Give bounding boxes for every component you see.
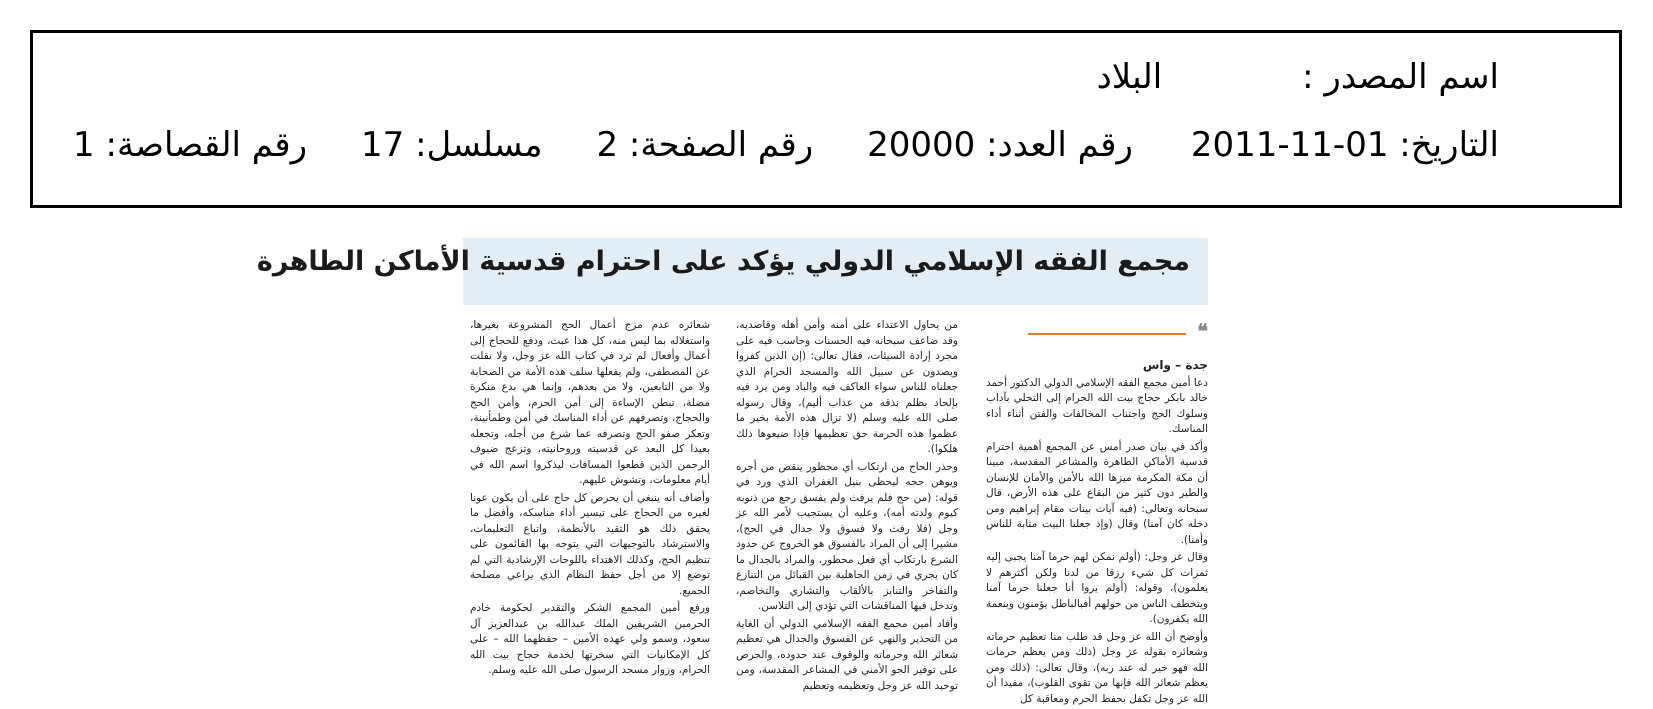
issue-label: رقم العدد:	[986, 125, 1133, 165]
metadata-box	[30, 30, 1622, 208]
source-label: اسم المصدر :	[1302, 57, 1499, 97]
clip-value: 1	[73, 125, 95, 165]
page-label: رقم الصفحة:	[628, 125, 814, 165]
paragraph: وأوضح أن الله عز وجل قد طلب منا تعظيم حرماته وشعائره بقوله عز وجل (ذلك ومن يعظم حرمات الله فهو خير له عند ربه)، وقال تعالى: (ذلك ومن يعظم شعائر الله فإنها من تقوى القلوب)، مفيدا أن الله عز وجل تكفل بحفظ الحرم ومعاقبة كل	[986, 630, 1208, 705]
accent-rule	[1028, 333, 1186, 335]
issue-value: 20000	[867, 125, 976, 165]
article-headline: مجمع الفقه الإسلامي الدولي يؤكد على احترام قدسية الأماكن الطاهرة	[256, 246, 1190, 277]
paragraph: شعائره عدم مزج أعمال الحج المشروعة بغيرها، واستغلاله بما ليس منه، كل هذا عبث، ودفع للحجاج إلى أعمال وأفعال لم ترد في كتاب الله عز وجل، ولا نقلت عن المصطفى، ولم يفعلها سلف هذه الأمة من الصحابة ولا من التابعين، ولا من بعدهم، وإنما هي بدع منكرة مضلة، تبطن الإساءة إلى أمن الحرم، وأمن الحج والحجاج، وتصرفهم عن أداء المناسك في أمن وطمأنينة، وتعكر صفو الحج وتصرفه عما شرع من أجله، وتجعله بعيدا كل البعد عن قدسيته وروحانيته، وتزعج ضيوف الرحمن الذين قطعوا المسافات ليذكروا اسم الله في أيام معلومات، وتشوش عليهم.	[470, 319, 710, 486]
column-2	[736, 318, 958, 696]
page-value: 2	[596, 125, 619, 165]
headline-band	[256, 238, 1208, 305]
paragraph: وأكد في بيان صدر أمس عن المجمع أهمية احترام قدسية الأماكن الطاهرة والمشاعر المقدسة، مبينا أن مكة المكرمة ميزها الله بالأمن والأمان للإنسان والطير دون كثير من البقاع على هذه الأرض، قال سبحانه وتعالى: (فيه آيات بينات مقام إبراهيم ومن دخله كان آمنا) وقال (وإذ جعلنا البيت مثابة للناس وأمنا).	[986, 440, 1208, 546]
source-value: البلاد	[1096, 57, 1163, 97]
date-label: التاريخ:	[1399, 125, 1499, 165]
quote-icon: ❝	[1197, 319, 1208, 343]
paragraph: دعا أمين مجمع الفقه الإسلامي الدولي الدكتور أحمد خالد بابكر حجاج بيت الله الحرام إلى التحلي بآداب وسلوك الحج واجتناب المخالفات والفتن أثناء أداء المناسك.	[986, 376, 1208, 435]
date-value: 2011-11-01	[1190, 125, 1389, 165]
column-1	[986, 319, 1208, 709]
serial-value: 17	[361, 125, 405, 165]
info-row	[73, 125, 1499, 165]
paragraph: وقال عز وجل: (أولم نمكن لهم حرما آمنا يجبى إليه ثمرات كل شيء رزقا من لدنا ولكن أكثرهم لا يعلمون)، وقوله: (أولم يروا أنا جعلنا حرما آمنا ويتخطف الناس من حولهم أفبالباطل يؤمنون وبنعمة الله يكفرون).	[986, 551, 1208, 625]
paragraph: وأفاد أمين مجمع الفقه الإسلامي الدولي أن الغاية من التحذير والنهي عن الفسوق والجدال هي تعظيم شعائر الله وحرماته والوقوف عند حدوده، والحرص على توفير الجو الأمني في المشاعر المقدسة، ومن توحيد الله عز وجل وتعظيمه وتعظيم	[736, 617, 958, 692]
dateline: جدة – واس	[1142, 358, 1208, 372]
paragraph: ورفع أمين المجمع الشكر والتقدير لحكومة خادم الحرمين الشريفين الملك عبدالله بن عبدالعزيز آل سعود، وسمو ولي عهده الأمين – حفظهما الله – على كل الإمكانيات التي سخرتها لخدمة حجاج بيت الله الحرام، وزوار مسجد الرسول صلى الله عليه وسلم.	[470, 602, 710, 676]
paragraph: وحذر الحاج من ارتكاب أي محظور ينقص من أجره ويوهن حجه ليحظى بنيل الغفران الذي ورد في قوله: (من حج فلم يرفث ولم يفسق رجع من ذنوبه كيوم ولدته أمه)، وعليه أن يستجيب لأمر الله عز وجل (فلا رفث ولا فسوق ولا جدال في الحج)، مشيرا إلى أن المراد بالفسوق هو الخروج عن حدود الشرع بارتكاب أي فعل محظور، والمراد بالجدال ما كان يجري في زمن الجاهلية بين القبائل من التنازع والتفاخر والتنابز بالألقاب والتشاري والتخاصم، وتدخل فيها المناقشات التي تؤدي إلى التلاسن.	[736, 460, 958, 612]
newspaper-clipping	[256, 238, 1208, 706]
clip-label: رقم القصاصة:	[105, 125, 308, 165]
paragraph: وأضاف أنه ينبغي أن يحرص كل حاج على أن يكون عونا لغيره من الحجاج على تيسير أداء مناسكه، وأفضل ما يحقق ذلك هو التقيد بالأنظمة، واتباع التعليمات، والاسترشاد بالتوجيهات التي يتوجه بها القائمون على تنظيم الحج، وكذلك الاهتداء باللوحات الإرشادية التي لم توضع إلا من أجل حفظ النظام الذي يراعي مصلحة الجميع.	[470, 491, 710, 597]
source-row	[1097, 57, 1499, 97]
column-3	[470, 318, 710, 681]
paragraph: من يحاول الاعتداء على أمنه وأمن أهله وقاصديه، وقد ضاعف سبحانه فيه الحسنات وحاسب فيه على مجرد إرادة السيئات، فقال تعالى: (إن الذين كفروا ويصدون عن سبيل الله والمسجد الحرام الذي جعلناه للناس سواء العاكف فيه والباد ومن يرد فيه بإلحاد بظلم نذقه من عذاب أليم)، وقال رسوله صلى الله عليه وسلم (لا تزال هذه الأمة بخير ما عظموا هذه الحرمة حق تعظيمها فإذا ضيعوها ذلك هلكوا).	[736, 319, 958, 455]
serial-label: مسلسل:	[415, 125, 543, 165]
